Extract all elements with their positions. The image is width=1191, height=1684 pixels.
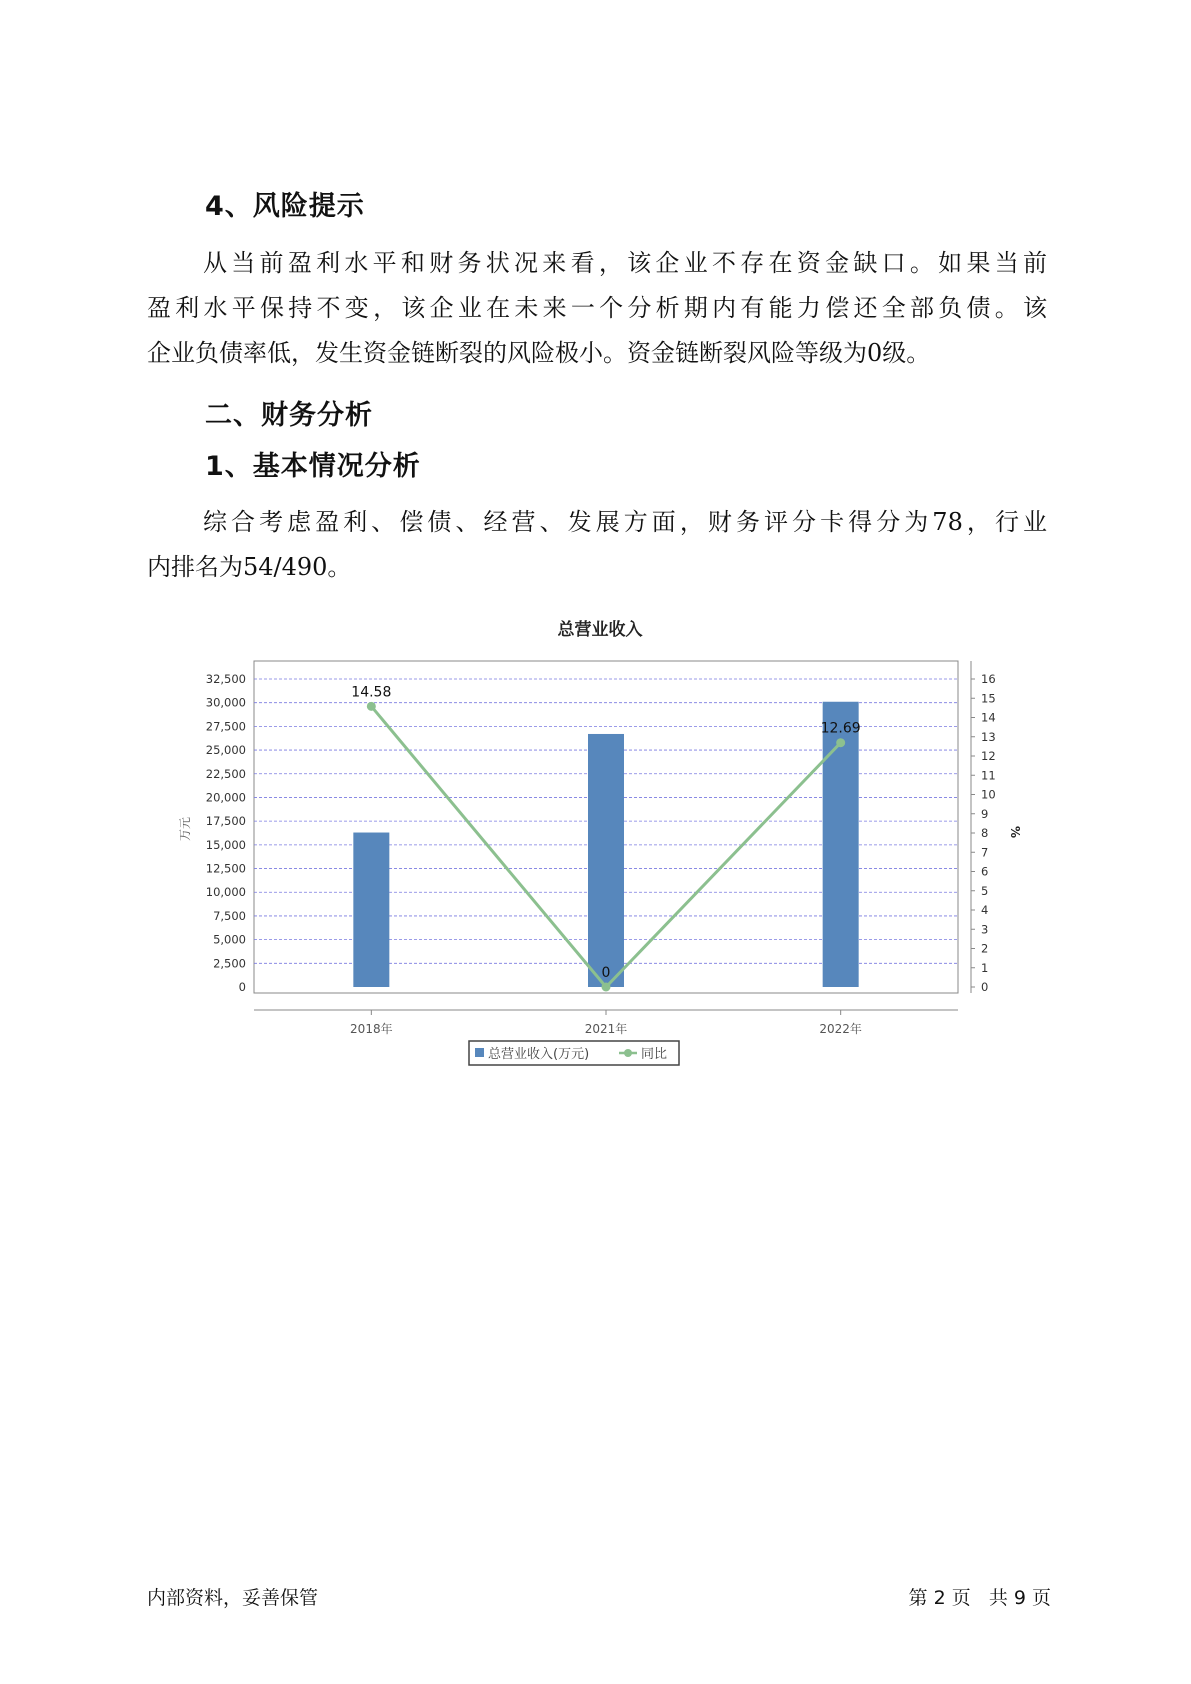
left-tick-label: 12,500 (205, 861, 246, 876)
x-tick-label: 2021年 (584, 1022, 628, 1036)
chart-title: 总营业收入 (557, 620, 643, 640)
right-tick-label: 16 (981, 672, 996, 686)
right-tick-label: 3 (981, 922, 989, 937)
risk-paragraph (147, 241, 1047, 376)
right-tick-label: 11 (981, 768, 996, 783)
risk-line-1: 从当前盈利水平和财务状况来看，该企业不存在资金缺口。如果当前 (203, 249, 1047, 277)
right-axis-ticks (971, 672, 996, 994)
left-axis-ticks (206, 672, 246, 994)
left-axis-label: 万元 (178, 816, 192, 842)
right-tick-label: 14 (981, 710, 996, 725)
x-tick-label: 2022年 (819, 1022, 862, 1036)
left-tick-label: 10,000 (205, 885, 246, 900)
heading-financial-analysis: 二、财务分析 (205, 400, 373, 431)
heading-risk-tips: 4、风险提示 (205, 191, 365, 222)
right-tick-label: 2 (981, 941, 989, 956)
legend-line-label: 同比 (641, 1047, 668, 1062)
left-tick-label: 25,000 (205, 743, 246, 758)
right-tick-label: 12 (981, 749, 996, 763)
right-tick-label: 15 (981, 691, 996, 706)
revenue-chart (175, 612, 1055, 1082)
basic-paragraph (147, 500, 1047, 590)
left-tick-label: 2,500 (213, 956, 246, 971)
left-tick-label: 22,500 (205, 766, 246, 781)
legend-line-marker (624, 1049, 632, 1057)
left-tick-label: 7,500 (213, 908, 246, 923)
risk-line-2: 盈利水平保持不变，该企业在未来一个分析期内有能力偿还全部负债。该 (147, 294, 1047, 322)
right-tick-label: 0 (981, 980, 989, 994)
basic-line-1: 综合考虑盈利、偿债、经营、发展方面，财务评分卡得分为78，行业 (203, 508, 1047, 536)
x-axis-labels (350, 1010, 862, 1036)
footer-confidential: 内部资料，妥善保管 (147, 1587, 319, 1609)
left-tick-label: 27,500 (205, 719, 246, 734)
legend-bar-swatch (475, 1048, 484, 1057)
right-axis-label: % (1008, 825, 1022, 839)
yoy-point (367, 702, 376, 711)
bar (588, 734, 624, 987)
right-tick-label: 7 (981, 845, 989, 860)
basic-line-2: 内排名为54/490。 (147, 553, 352, 581)
legend-bar-label: 总营业收入(万元) (488, 1047, 590, 1062)
right-tick-label: 10 (981, 787, 996, 802)
risk-line-3: 企业负债率低，发生资金链断裂的风险极小。资金链断裂风险等级为0级。 (147, 339, 931, 367)
yoy-data-label: 12.69 (820, 720, 861, 737)
left-tick-label: 20,000 (205, 790, 246, 805)
left-tick-label: 0 (238, 980, 246, 994)
right-tick-label: 9 (981, 806, 989, 821)
right-tick-label: 6 (981, 864, 989, 879)
left-tick-label: 17,500 (205, 814, 246, 829)
right-tick-label: 5 (981, 883, 989, 898)
heading-basic-analysis: 1、基本情况分析 (205, 451, 421, 482)
bar (353, 833, 389, 987)
left-tick-label: 5,000 (213, 932, 246, 947)
x-tick-label: 2018年 (350, 1022, 393, 1036)
right-tick-label: 1 (981, 960, 989, 975)
footer-page-number: 第 2 页 共 9 页 (908, 1587, 1051, 1609)
left-tick-label: 30,000 (205, 695, 246, 710)
right-tick-label: 13 (981, 729, 996, 744)
right-tick-label: 4 (981, 903, 989, 917)
yoy-point (836, 738, 845, 747)
right-tick-label: 8 (981, 826, 989, 840)
yoy-data-label: 14.58 (351, 684, 392, 701)
left-tick-label: 32,500 (205, 672, 246, 686)
left-tick-label: 15,000 (205, 837, 246, 852)
yoy-data-label: 0 (601, 965, 611, 981)
chart-legend (469, 1041, 679, 1065)
yoy-point (602, 983, 611, 992)
